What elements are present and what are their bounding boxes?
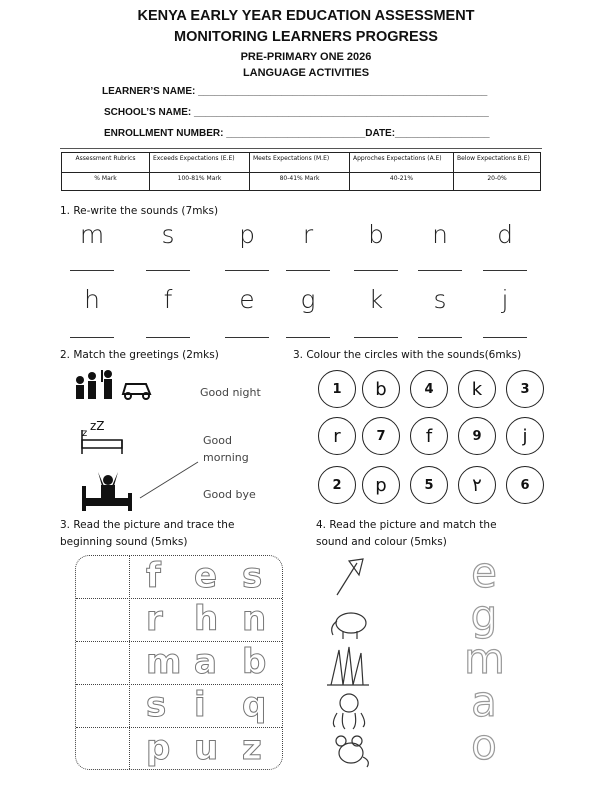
trace-letter[interactable]: q: [242, 685, 267, 725]
sound-letter: d: [497, 220, 513, 249]
rubric-value: 80-41% Mark: [250, 173, 350, 191]
outline-letter[interactable]: g: [470, 591, 498, 640]
answer-line[interactable]: [286, 270, 330, 271]
subtitle: PRE-PRIMARY ONE 2026: [240, 51, 372, 63]
sound-letter: k: [368, 285, 384, 314]
q4-title: 4. Read the picture and match the: [316, 519, 497, 531]
sound-circle[interactable]: k: [458, 370, 496, 408]
rubric-header: Assessment Rubrics: [62, 153, 150, 173]
sound-circle[interactable]: f: [410, 417, 448, 455]
answer-line[interactable]: [70, 270, 114, 271]
trace-letter[interactable]: b: [242, 642, 267, 682]
sound-letter: f: [163, 285, 173, 314]
answer-line[interactable]: [418, 270, 462, 271]
q2-title: 2. Match the greetings (2mks): [60, 349, 219, 361]
outline-letter[interactable]: e: [471, 548, 497, 597]
sound-letter: h: [84, 285, 100, 314]
sound-circle[interactable]: b: [362, 370, 400, 408]
sound-circle[interactable]: r: [318, 417, 356, 455]
trace-letter[interactable]: s: [146, 685, 167, 725]
sound-circle[interactable]: 6: [506, 466, 544, 504]
q3b-title: 3. Read the picture and trace the: [60, 519, 235, 531]
divider: [60, 148, 542, 149]
sound-circle[interactable]: 5: [410, 466, 448, 504]
outline-letter[interactable]: m: [464, 634, 505, 683]
mouse-icon: [336, 736, 368, 767]
answer-line[interactable]: [70, 337, 114, 338]
rubric-header: Approches Expectations (A.E): [350, 153, 454, 173]
sound-letter: s: [161, 220, 175, 249]
greeting-good-bye: Good bye: [203, 488, 256, 501]
grass-icon: [327, 647, 369, 685]
svg-text:z: z: [82, 428, 88, 439]
sound-letter: s: [433, 285, 447, 314]
trace-letter[interactable]: u: [194, 728, 219, 768]
octopus-icon: [333, 694, 364, 729]
trace-letter[interactable]: i: [194, 685, 206, 725]
sound-circle[interactable]: p: [362, 466, 400, 504]
subtitle-2: LANGUAGE ACTIVITIES: [242, 67, 370, 79]
rubric-header: Below Expectations B.E): [454, 153, 541, 173]
learner-name-field[interactable]: LEARNER’S NAME: ____________________________________________________: [102, 86, 488, 97]
rubric-header: Exceeds Expectations (E.E): [150, 153, 250, 173]
answer-line[interactable]: [286, 337, 330, 338]
elephant-icon: [332, 613, 366, 639]
q3b-title-2: beginning sound (5mks): [60, 536, 188, 548]
sound-circle[interactable]: ٢: [458, 466, 496, 504]
trace-letter[interactable]: s: [242, 556, 263, 596]
answer-line[interactable]: [483, 337, 527, 338]
answer-line[interactable]: [146, 337, 190, 338]
answer-line[interactable]: [146, 270, 190, 271]
outline-letter[interactable]: o: [471, 720, 497, 769]
sound-circle[interactable]: 4: [410, 370, 448, 408]
axe-icon: [337, 559, 363, 595]
answer-line[interactable]: [354, 270, 398, 271]
rubric-value: 40-21%: [350, 173, 454, 191]
trace-letter[interactable]: h: [194, 599, 219, 639]
trace-letter[interactable]: p: [146, 728, 171, 768]
trace-grid: [75, 555, 283, 770]
answer-line[interactable]: [483, 270, 527, 271]
sound-circle[interactable]: j: [506, 417, 544, 455]
sound-circle[interactable]: 3: [506, 370, 544, 408]
q3-title: 3. Colour the circles with the sounds(6mks): [293, 349, 522, 361]
answer-line[interactable]: [418, 337, 462, 338]
trace-letter[interactable]: f: [146, 556, 161, 596]
sound-letter: n: [432, 220, 448, 249]
svg-text:zZ: zZ: [90, 419, 105, 433]
school-name-field[interactable]: SCHOOL’S NAME: _____________________________________________________: [104, 107, 489, 118]
rubric-value: 20-0%: [454, 173, 541, 191]
sound-letter: r: [302, 220, 314, 249]
trace-letter[interactable]: a: [194, 642, 217, 682]
people-waving-icon: [76, 370, 112, 399]
sound-letter: g: [300, 285, 316, 314]
q1-title: 1. Re-write the sounds (7mks): [60, 205, 219, 217]
match-line: [138, 460, 200, 500]
waking-person-icon: [82, 472, 132, 511]
sound-letter: m: [79, 220, 105, 249]
sound-circle[interactable]: 9: [458, 417, 496, 455]
sound-circle[interactable]: 7: [362, 417, 400, 455]
sound-letter: e: [239, 285, 255, 314]
q4-pictures: [325, 555, 375, 770]
greeting-good-morning: Good morning: [203, 434, 249, 464]
trace-letter[interactable]: z: [242, 728, 262, 768]
sound-letter: p: [239, 220, 255, 249]
trace-letter[interactable]: r: [146, 599, 163, 639]
outline-letter[interactable]: a: [471, 677, 497, 726]
sound-circle[interactable]: 2: [318, 466, 356, 504]
trace-letter[interactable]: e: [194, 556, 218, 596]
sound-circle[interactable]: 1: [318, 370, 356, 408]
sleeping-bed-icon: [82, 419, 122, 454]
trace-letter[interactable]: m: [146, 642, 182, 682]
answer-line[interactable]: [225, 337, 269, 338]
title-2: MONITORING LEARNERS PROGRESS: [174, 29, 438, 45]
sound-letter: b: [368, 220, 384, 249]
title: KENYA EARLY YEAR EDUCATION ASSESSMENT: [137, 8, 475, 24]
rubric-value: % Mark: [62, 173, 150, 191]
sound-letter: j: [501, 285, 509, 314]
rubric-value: 100-81% Mark: [150, 173, 250, 191]
rubric-header: Meets Expectations (M.E): [250, 153, 350, 173]
answer-line[interactable]: [225, 270, 269, 271]
car-icon: [123, 384, 150, 399]
greeting-good-night: Good night: [200, 386, 261, 399]
enrollment-date-field[interactable]: ENROLLMENT NUMBER: _________________________DATE:_________________: [104, 128, 490, 139]
trace-letter[interactable]: n: [242, 599, 267, 639]
q4-title-2: sound and colour (5mks): [316, 536, 447, 548]
rubric-table: [61, 152, 541, 191]
answer-line[interactable]: [354, 337, 398, 338]
